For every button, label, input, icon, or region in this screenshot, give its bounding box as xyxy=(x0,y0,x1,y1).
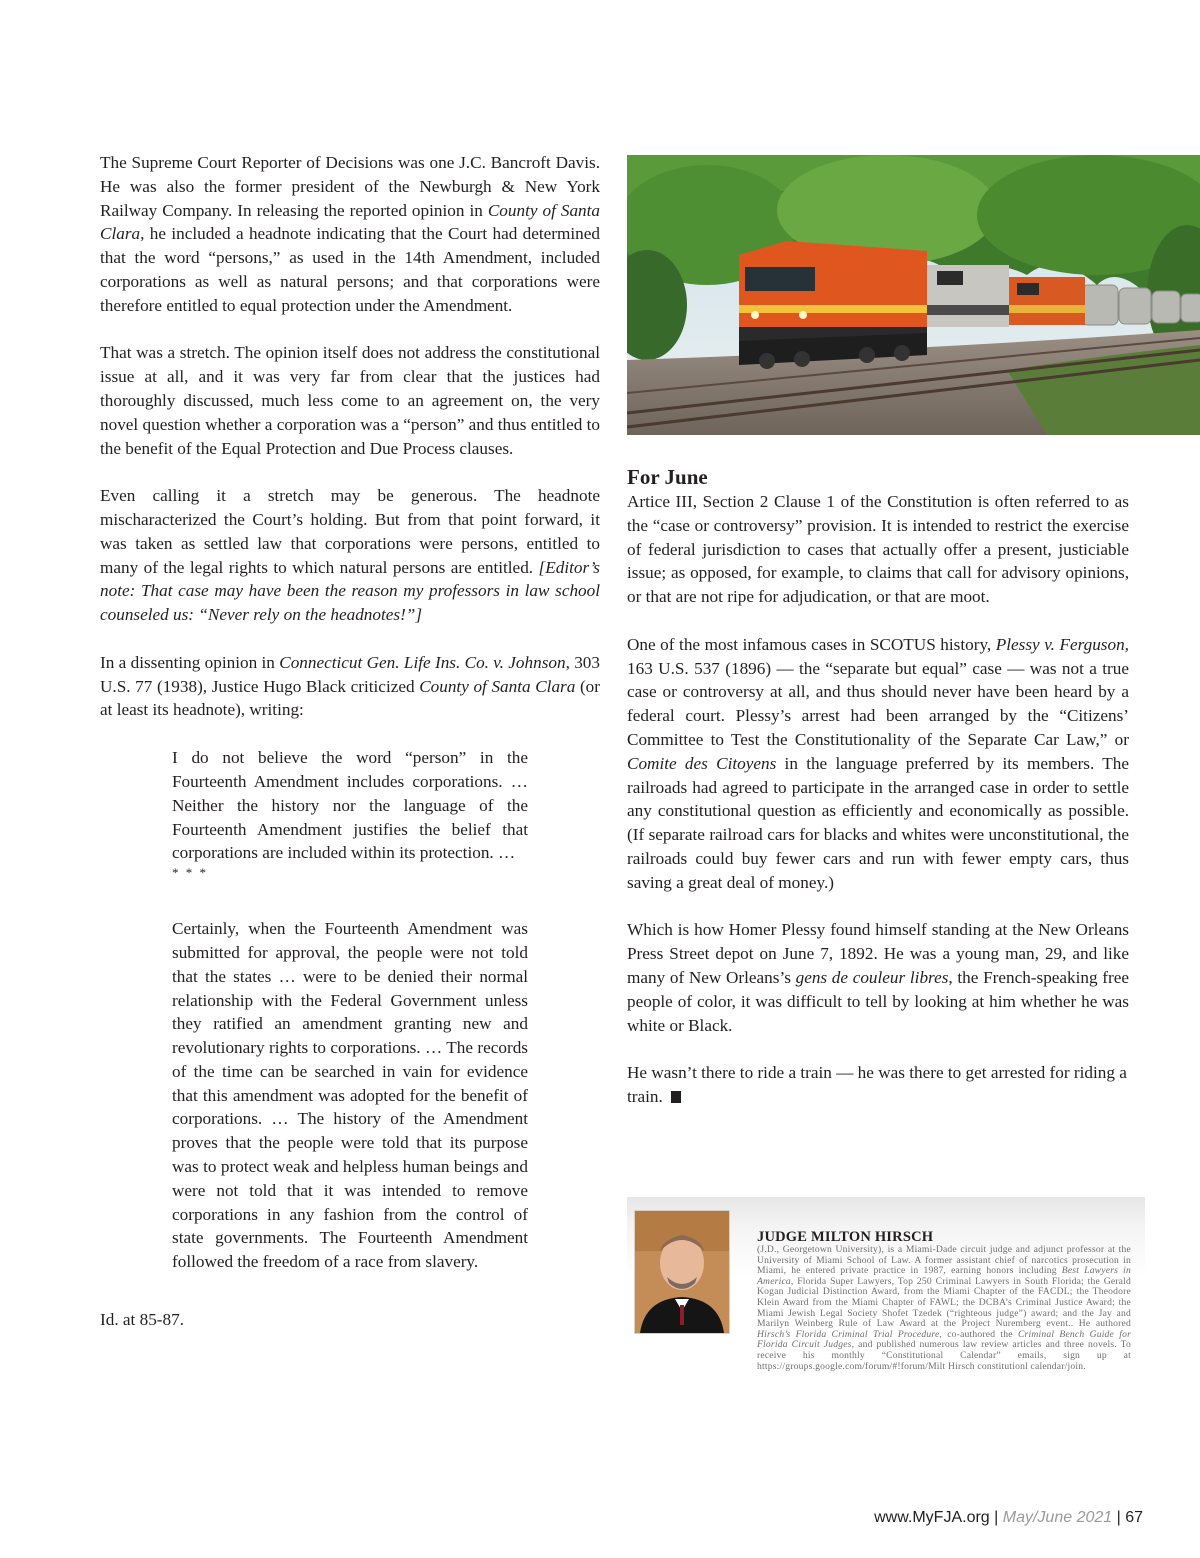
author-name: JUDGE MILTON HIRSCH xyxy=(757,1229,934,1245)
paragraph-stretch: That was a stretch. The opinion itself does not address the constitutional issue at all, and it was very far from clear that the justices had thoroughly discussed, much less come to an agreement on, the very novel question whether a corporation was a “person” and thus entitled to the benefit of the Equal Protection and Due Process clauses. xyxy=(100,343,600,458)
left-column xyxy=(100,151,600,1332)
paragraph-headnote: The Supreme Court Reporter of Decisions was one J.C. Bancroft Davis. He was also the former president of the Newburgh & New York Railway Company. In releasing the reported opinion in County of Santa Clara, he included a headnote indicating that the Court had determined that the word “persons,” as used in the 14th Amendment, included corporations as well as natural persons; and that corporations were therefore entitled to equal protection under the Amendment. xyxy=(100,153,601,315)
paragraph-homer-plessy: Which is how Homer Plessy found himself standing at the New Orleans Press Street depot on June 7, 1892. He was a young man, 29, and like many of New Orleans’s gens de couleur libres, the French-speaking free people of color, it was difficult to tell by looking at him whether he was white or Black. xyxy=(627,920,1130,1035)
author-bio xyxy=(757,1229,1131,1372)
paragraph-dissent: In a dissenting opinion in Connecticut Gen. Life Ins. Co. v. Johnson, 303 U.S. 77 (1938), Justice Hugo Black criticized County of Santa Clara (or at least its headnote), writing: xyxy=(100,652,600,720)
page-footer: www.MyFJA.org | May/June 2021 | 67 xyxy=(874,1509,1143,1526)
block-quote xyxy=(172,746,528,1274)
paragraph-plessy: One of the most infamous cases in SCOTUS history, Plessy v. Ferguson, 163 U.S. 537 (1896) — the “separate but equal” case — was not a true case or controversy at all, and thus should never have been heard by a federal court. Plessy’s arrest had been arranged by the “Citizens’ Committee to Test the Constitutionality of the Separate Car Law,” or Comite des Citoyens in the language preferred by its members. The railroads had agreed to participate in the arranged case in order to settle any constitutional question as efficiently and economically as possible. (If separate railroad cars for blacks and whites were unconstitutional, the railroads could buy fewer cars and run with fewer empty cars, thus saving a great deal of money.) xyxy=(627,634,1129,892)
section-break: * * * xyxy=(172,865,208,881)
page-number: 67 xyxy=(1125,1509,1143,1526)
editors-note: [Editor’s note: That case may have been the reason my professors in law school counseled us: “Never rely on the headnotes!”] xyxy=(100,557,600,625)
author-bio-text: (J.D., Georgetown University), is a Miami-Dade circuit judge and adjunct professor at the University of Miami School of Law. A former assistant chief of narcotics prosecution in Miami, he entered private practice in 1987, earning honors including Best Lawyers in America, Florida Super Lawyers, Top 250 Criminal Lawyers in South Florida; the Gerald Kogan Judicial Distinction Award, from the Miami Chapter of the FACDL; the Theodore Klein Award from the Miami Chapter of FAWL; the DCBA’s Criminal Justice Award; the Miami Jewish Legal Society Shofet Tzedek (“righteous judge”) award; and the Jay and Marilyn Weinberg Rule of Law Award at the Project Nuremberg event.. He authored Hirsch’s Florida Criminal Trial Procedure, co-authored the Criminal Bench Guide for Florida Circuit Judges, and published numerous law review articles and three novels. To receive his monthly “Constitutional Calendar” emails, sign up at https://groups.google.com/forum/#!forum/Milt Hirsch constitutionl calendar/join. xyxy=(757,1244,1132,1372)
footer-site: www.MyFJA.org xyxy=(874,1509,990,1526)
train-photo xyxy=(627,155,1200,435)
author-bio-box xyxy=(627,1197,1145,1437)
quote-paragraph-1: I do not believe the word “person” in the Fourteenth Amendment includes corporations. … Neither the history nor the language of the Fourteenth Amendment justifies the belief that corporations are included within its protection. … xyxy=(172,748,528,863)
end-mark-icon xyxy=(671,1091,681,1103)
footer-issue: May/June 2021 xyxy=(1002,1509,1113,1526)
right-column xyxy=(627,466,1129,1109)
paragraph-mischaracterized: Even calling it a stretch may be generous. The headnote mischaracterized the Court’s holding. But from that point forward, it was taken as settled law that corporations were persons, entitled to many of the legal rights to which natural persons are entitled. [Editor’s note: That case may have been the reason my professors in law school counseled us: “Never rely on the headnotes!”] xyxy=(100,486,600,625)
quote-paragraph-2: Certainly, when the Fourteenth Amendment was submitted for approval, the people were not told that the states … were to be denied their normal relationship with the Federal Government unless they ratified an amendment granting new and revolutionary rights to corporations. … The records of the time can be searched in vain for evidence that this amendment was adopted for the benefit of corporations. … The history of the Amendment proves that the people were told that its purpose was to protect weak and helpless human beings and were not told that it was intended to remove corporations in any fashion from the control of state governments. The Fourteenth Amendment followed the freedom of a race from slavery. xyxy=(172,919,528,1272)
section-heading: For June xyxy=(627,465,708,489)
paragraph-case-controversy: Artice III, Section 2 Clause 1 of the Constitution is often referred to as the “case or controversy” provision. It is intended to restrict the exercise of federal jurisdiction to cases that actually offer a present, justiciable issue; as opposed, for example, to claims that call for advisory opinions, or that are not ripe for adjudication, or that are moot. xyxy=(627,492,1129,607)
author-photo xyxy=(634,1210,730,1334)
paragraph-arrest: He wasn’t there to ride a train — he was there to get arrested for riding a train. xyxy=(627,1063,1127,1106)
citation-id: Id. at 85-87. xyxy=(100,1310,185,1330)
